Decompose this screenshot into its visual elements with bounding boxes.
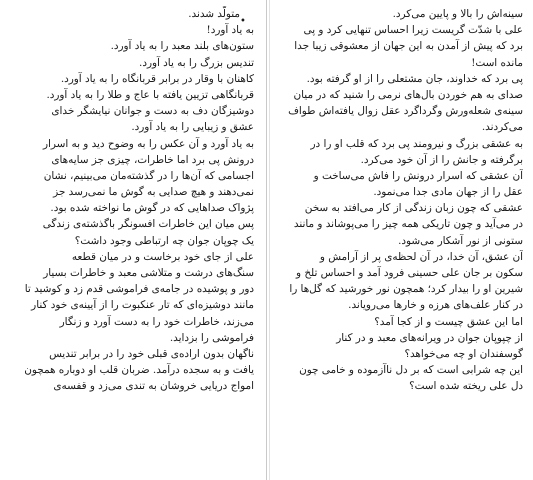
text-line: امواج دریایی خروشان به تندی می‌زد و قفسه‌ی [53,380,254,393]
text-line: آن عشق، آن خدا، در آن لحظه‌ی پر از آرامش و [319,250,523,263]
text-line: در می‌آید و چون تاریکی همه چیز را می‌پوشاند و مانند [293,218,523,231]
text-line: مانند دوشیزه‌ای که تار عنکبوت را از آیینه‌ی خود کنار [31,299,254,312]
text-line: می‌زند، خاطرات خود را به دست آورد و زنگار [59,315,254,328]
text-line: ستون‌های بلند معبد را به یاد آورد. [110,40,254,53]
text-line: ناگهان بدون اراده‌ی قبلی خود را در برابر تندیس [49,347,254,360]
text-line: می‌کردند. [481,121,523,134]
text-line: علی با شدّت گریست زیرا احساس تنهایی کرد و پی [303,24,523,37]
text-line: پس میان این خاطرات افسونگر باگذشته‌ی زندگی [42,218,254,231]
text-line: برگرفته و جانش را از آن خود می‌کرد. [360,153,523,166]
text-line: سکون بر جان علی حسینی فرود آمد و احساس تلخ و [296,267,523,279]
text-line: آن عشقی که اسرار درونش را فاش می‌ساخت و [313,169,523,182]
text-line: کاهنان با وقار در برابر قربانگاه را به یاد آورد. [60,72,254,85]
text-line: ستونی از نور آشکار می‌شود. [398,234,523,247]
text-line: سنگ‌های درشت و متلاشی معبد و خاطرات بسیار [43,267,254,279]
text-line: صدای به هم خوردن بال‌های نرمی را شنید که در میان [293,88,523,101]
left-page [10,6,254,395]
text-line: متولّد شدند. [188,8,240,20]
text-line: عشقی که چون زبان زندگی از کار می‌افتد به سخن [304,202,523,215]
text-line: اما این عشق چیست و از کجا آمد؟ [374,315,523,328]
text-line: یک چوپان جوان چه ارتباطی وجود داشت؟ [74,234,254,247]
text-line: در کنار علف‌های هرزه و خارها می‌رویاند. [348,299,523,312]
text-line: فراموشی را بزداید. [169,331,254,344]
text-line: اجسامی که آن‌ها را در گذشته‌مان می‌بینیم، نشان [43,169,254,182]
text-line: به یاد آورد! [206,24,254,37]
text-line: گوسفندان او چه می‌خواهد؟ [404,347,523,360]
text-line: مانده است! [471,56,523,69]
text-line: عشق و زیبایی را به یاد آورد. [131,121,254,134]
text-line: از چپوپان جوان در ویرانه‌های معبد و در کنار [336,331,523,344]
text-line: یافت و به سجده درآمد. ضربان قلب او دوباره همچون [24,364,254,377]
right-page [279,6,523,395]
text-line: برد که پیش از آمدن به این جهان از معشوقی زیبا جدا [294,40,523,53]
page-gutter [266,0,267,480]
text-line: این چه شرابی است که بر دل ناآزموده و خامی چون [299,364,523,377]
text-line: علی از جای خود برخاست و در میان قطعه [71,250,254,263]
text-line: دور و پوشیده در جامه‌ی فراموشی قدم زد و کوشید تا [24,283,254,296]
text-line: پژواک صداهایی که در گوش ما نواخته شده بود. [50,202,254,215]
text-line: سینه‌ی شعله‌ورش وگرداگرد عقل زوال یافته‌اش طواف [288,105,523,118]
text-line: به یاد آورد و آن عکس را به وضوح دید و به اسرار [42,137,254,150]
text-line: عقل را از جهان مادی جدا می‌نمود. [373,186,523,199]
text-line: به عشقی بزرگ و نیرومند پی برد که قلب او را در [310,137,523,150]
text-line: درونش پی برد اما خاطرات، چیزی جز سایه‌های [51,153,254,166]
text-line: شیرین او را بیدار کرد؛ همچون نور خورشید که گل‌ها را [289,283,523,296]
text-line: سینه‌اش را بالا و پایین می‌کرد. [392,8,523,20]
text-line: دوشیزگان دف به دست و جوانان نیایشگر خدای [51,105,254,118]
text-line: پی برد که خداوند، جان مشتعلی را از او گرفته بود. [306,72,523,85]
page-gutter-shadow [269,0,270,480]
bullet-mark: • [240,16,246,27]
text-line: دل علی ریخته شده است؟ [409,380,523,393]
text-line: نمی‌دهند و هیچ صدایی به گوش ما نمی‌رسد جز [53,186,254,199]
text-line: تندیس بزرگ را به یاد آورد. [139,56,254,69]
text-line: قربانگاهی تزیین یافته با عاج و طلا را به یاد آورد. [46,88,254,101]
